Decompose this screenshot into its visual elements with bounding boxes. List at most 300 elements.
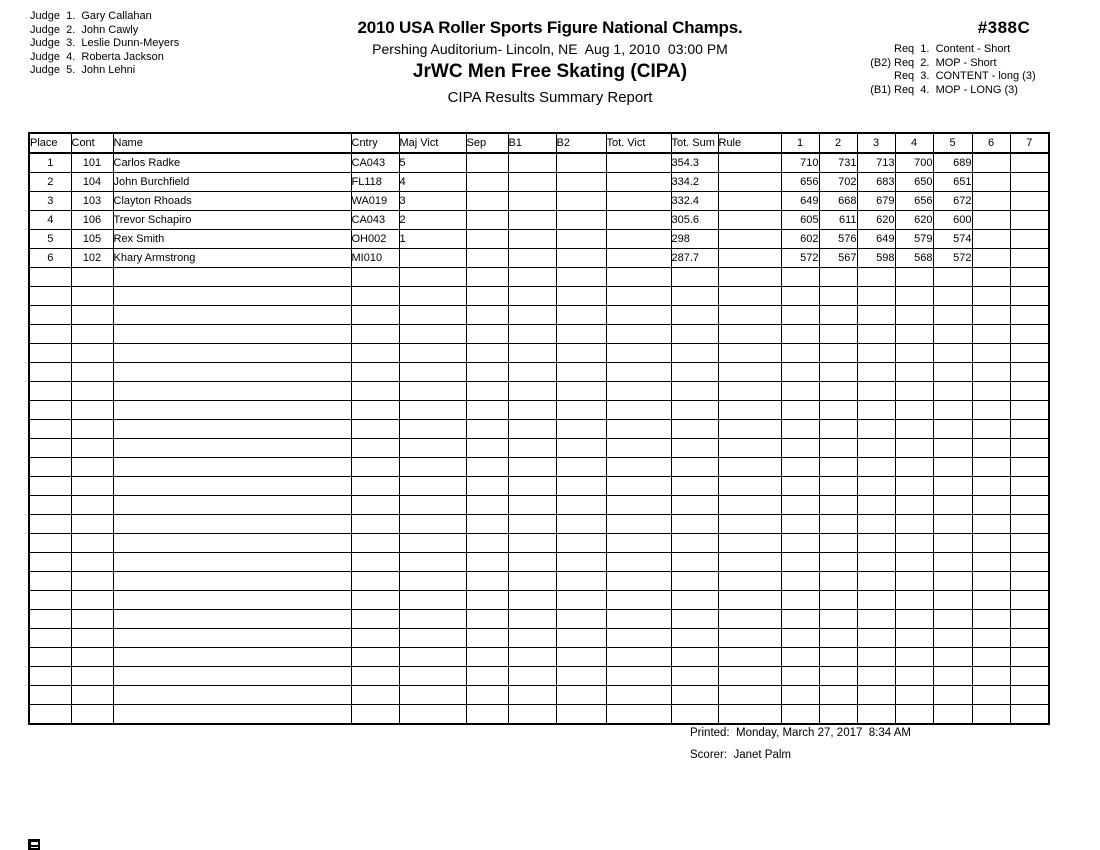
table-cell <box>819 667 857 686</box>
table-cell <box>606 477 671 496</box>
table-cell <box>399 382 466 401</box>
table-cell <box>508 268 556 287</box>
table-cell <box>781 591 819 610</box>
table-cell <box>972 192 1010 211</box>
table-row-empty <box>29 401 1049 420</box>
table-cell <box>972 629 1010 648</box>
table-cell <box>29 268 71 287</box>
table-cell <box>933 344 972 363</box>
table-cell <box>556 249 606 268</box>
table-cell <box>351 496 399 515</box>
table-cell <box>71 401 113 420</box>
table-cell <box>606 667 671 686</box>
table-cell <box>857 553 895 572</box>
table-cell <box>781 610 819 629</box>
table-cell: 713 <box>857 153 895 173</box>
table-cell <box>857 591 895 610</box>
table-cell <box>972 287 1010 306</box>
table-cell: 602 <box>781 230 819 249</box>
table-cell <box>933 572 972 591</box>
table-cell <box>71 325 113 344</box>
table-cell <box>895 363 933 382</box>
table-cell: 605 <box>781 211 819 230</box>
table-cell <box>466 610 508 629</box>
table-cell <box>466 249 508 268</box>
table-cell <box>606 287 671 306</box>
table-cell <box>1010 534 1049 553</box>
table-cell <box>671 325 718 344</box>
table-cell <box>508 534 556 553</box>
table-cell <box>606 344 671 363</box>
table-cell <box>781 401 819 420</box>
table-cell <box>972 553 1010 572</box>
table-cell <box>895 705 933 725</box>
table-cell <box>718 553 781 572</box>
table-cell <box>1010 382 1049 401</box>
table-cell <box>933 477 972 496</box>
table-cell <box>508 496 556 515</box>
table-cell: 106 <box>71 211 113 230</box>
table-cell <box>933 401 972 420</box>
table-cell: 298 <box>671 230 718 249</box>
table-cell <box>113 648 351 667</box>
table-cell <box>895 439 933 458</box>
table-cell <box>399 401 466 420</box>
table-cell <box>113 572 351 591</box>
table-cell <box>29 382 71 401</box>
table-cell <box>29 325 71 344</box>
table-cell <box>819 686 857 705</box>
table-row-empty <box>29 610 1049 629</box>
table-cell <box>606 705 671 725</box>
table-cell: 702 <box>819 173 857 192</box>
col-header-2: 2 <box>819 133 857 153</box>
table-cell <box>718 401 781 420</box>
event-title: JrWC Men Free Skating (CIPA) <box>412 61 688 82</box>
table-cell <box>781 363 819 382</box>
table-cell <box>933 686 972 705</box>
table-cell <box>857 534 895 553</box>
table-row-empty <box>29 686 1049 705</box>
table-cell <box>606 439 671 458</box>
table-cell <box>819 629 857 648</box>
table-cell <box>556 420 606 439</box>
table-cell <box>606 268 671 287</box>
table-cell <box>933 325 972 344</box>
table-cell <box>508 610 556 629</box>
table-row-empty <box>29 572 1049 591</box>
table-cell <box>351 325 399 344</box>
table-cell <box>857 420 895 439</box>
table-cell <box>671 667 718 686</box>
table-row-empty <box>29 382 1049 401</box>
table-cell <box>466 439 508 458</box>
table-cell: 5 <box>29 230 71 249</box>
table-cell <box>972 401 1010 420</box>
table-cell: 710 <box>781 153 819 173</box>
table-cell <box>857 268 895 287</box>
table-cell: 1 <box>29 153 71 173</box>
table-cell <box>718 420 781 439</box>
table-cell <box>71 420 113 439</box>
table-cell <box>671 629 718 648</box>
table-cell <box>466 686 508 705</box>
table-cell <box>857 705 895 725</box>
table-cell <box>556 382 606 401</box>
table-cell: WA019 <box>351 192 399 211</box>
table-cell: 4 <box>29 211 71 230</box>
table-cell <box>972 496 1010 515</box>
table-cell <box>972 268 1010 287</box>
table-cell <box>857 439 895 458</box>
next-page-table-fragment <box>28 839 40 850</box>
table-cell <box>972 363 1010 382</box>
table-cell <box>671 306 718 325</box>
table-cell <box>781 667 819 686</box>
table-cell <box>819 363 857 382</box>
col-header-maj-vict: Maj Vict <box>399 133 466 153</box>
table-cell <box>606 458 671 477</box>
table-row-empty <box>29 458 1049 477</box>
table-cell: FL118 <box>351 173 399 192</box>
table-cell <box>718 439 781 458</box>
table-cell <box>508 705 556 725</box>
table-cell: Clayton Rhoads <box>113 192 351 211</box>
table-cell <box>556 705 606 725</box>
table-cell <box>718 496 781 515</box>
page-title: 2010 USA Roller Sports Figure National Champs. <box>357 18 743 37</box>
table-cell <box>71 705 113 725</box>
table-cell <box>819 591 857 610</box>
table-cell <box>113 458 351 477</box>
table-cell <box>671 591 718 610</box>
table-cell: Khary Armstrong <box>113 249 351 268</box>
table-cell <box>1010 192 1049 211</box>
table-cell: 572 <box>781 249 819 268</box>
table-cell <box>29 458 71 477</box>
table-cell <box>606 173 671 192</box>
table-row-empty <box>29 420 1049 439</box>
table-cell <box>972 230 1010 249</box>
table-cell <box>606 553 671 572</box>
table-cell <box>1010 572 1049 591</box>
table-cell <box>895 629 933 648</box>
table-cell <box>718 192 781 211</box>
table-cell <box>1010 477 1049 496</box>
table-cell <box>399 458 466 477</box>
table-cell <box>399 686 466 705</box>
table-cell: MI010 <box>351 249 399 268</box>
table-cell <box>113 667 351 686</box>
table-cell <box>781 553 819 572</box>
table-cell <box>508 173 556 192</box>
table-cell <box>781 268 819 287</box>
requirement-line <box>858 43 1036 57</box>
table-cell <box>895 686 933 705</box>
table-cell <box>781 325 819 344</box>
table-cell <box>508 629 556 648</box>
table-cell <box>606 306 671 325</box>
table-cell <box>933 363 972 382</box>
table-cell <box>671 705 718 725</box>
table-cell: 1 <box>399 230 466 249</box>
table-cell <box>1010 496 1049 515</box>
table-cell <box>857 344 895 363</box>
table-cell <box>399 534 466 553</box>
table-cell <box>671 268 718 287</box>
table-cell <box>29 496 71 515</box>
table-cell <box>113 439 351 458</box>
table-cell <box>718 230 781 249</box>
table-cell <box>351 686 399 705</box>
table-cell <box>857 458 895 477</box>
table-cell <box>819 515 857 534</box>
table-cell <box>399 667 466 686</box>
table-cell: 651 <box>933 173 972 192</box>
table-cell <box>71 667 113 686</box>
table-cell <box>29 287 71 306</box>
col-header-tot-sum: Tot. Sum <box>671 133 718 153</box>
table-cell <box>1010 230 1049 249</box>
table-cell <box>508 439 556 458</box>
table-cell <box>819 610 857 629</box>
table-cell <box>781 439 819 458</box>
report-title: CIPA Results Summary Report <box>447 89 653 106</box>
table-cell <box>895 268 933 287</box>
table-cell: 103 <box>71 192 113 211</box>
table-cell: 2 <box>29 173 71 192</box>
table-cell <box>819 287 857 306</box>
table-cell: John Burchfield <box>113 173 351 192</box>
table-cell <box>556 439 606 458</box>
printed-line: Printed: Monday, March 27, 2017 8:34 AM <box>690 727 911 739</box>
table-row-empty <box>29 591 1049 610</box>
table-cell <box>819 268 857 287</box>
table-row-empty <box>29 515 1049 534</box>
table-cell <box>933 306 972 325</box>
table-cell <box>29 629 71 648</box>
table-cell <box>351 363 399 382</box>
table-cell <box>895 306 933 325</box>
table-cell <box>399 515 466 534</box>
table-cell <box>819 439 857 458</box>
table-cell <box>718 705 781 725</box>
table-cell: 4 <box>399 173 466 192</box>
table-cell <box>718 173 781 192</box>
table-cell <box>781 496 819 515</box>
judge-line: Judge 1. Gary Callahan <box>30 10 152 22</box>
table-cell <box>29 610 71 629</box>
table-cell <box>718 515 781 534</box>
table-cell <box>466 477 508 496</box>
table-cell <box>29 591 71 610</box>
table-cell <box>781 648 819 667</box>
table-row-empty <box>29 553 1049 572</box>
table-cell <box>819 705 857 725</box>
table-cell <box>466 230 508 249</box>
table-cell <box>606 610 671 629</box>
table-cell: 649 <box>857 230 895 249</box>
col-header-b1: B1 <box>508 133 556 153</box>
table-cell <box>508 401 556 420</box>
col-header-name: Name <box>113 133 351 153</box>
table-cell: 334.2 <box>671 173 718 192</box>
table-cell <box>819 382 857 401</box>
col-header-cntry: Cntry <box>351 133 399 153</box>
table-cell <box>71 648 113 667</box>
requirement-prefix <box>858 70 894 84</box>
table-cell <box>933 382 972 401</box>
table-row <box>29 249 1049 268</box>
table-cell <box>718 667 781 686</box>
requirement-line <box>858 84 1036 98</box>
table-cell <box>895 648 933 667</box>
requirement-prefix <box>858 43 894 57</box>
table-cell: 2 <box>399 211 466 230</box>
table-cell <box>71 572 113 591</box>
table-cell <box>1010 401 1049 420</box>
col-header-5: 5 <box>933 133 972 153</box>
table-cell <box>857 363 895 382</box>
table-cell <box>466 534 508 553</box>
table-cell <box>671 344 718 363</box>
requirement-prefix: (B1) <box>870 83 891 96</box>
table-row-empty <box>29 648 1049 667</box>
table-cell <box>781 382 819 401</box>
table-cell <box>29 515 71 534</box>
table-cell <box>606 211 671 230</box>
table-cell <box>933 515 972 534</box>
table-cell <box>1010 153 1049 173</box>
table-cell <box>671 458 718 477</box>
table-cell <box>508 344 556 363</box>
table-cell <box>895 515 933 534</box>
table-cell <box>113 287 351 306</box>
table-cell <box>933 287 972 306</box>
table-cell <box>466 363 508 382</box>
table-cell: Rex Smith <box>113 230 351 249</box>
table-cell <box>351 287 399 306</box>
table-cell <box>857 306 895 325</box>
table-cell <box>972 705 1010 725</box>
table-cell <box>351 268 399 287</box>
table-cell <box>556 534 606 553</box>
table-cell <box>351 667 399 686</box>
table-cell <box>399 268 466 287</box>
table-cell <box>1010 325 1049 344</box>
table-cell <box>556 667 606 686</box>
table-cell <box>399 420 466 439</box>
table-cell <box>556 401 606 420</box>
table-cell <box>29 401 71 420</box>
table-cell <box>29 572 71 591</box>
table-cell: 656 <box>781 173 819 192</box>
table-cell <box>972 173 1010 192</box>
table-cell <box>671 496 718 515</box>
table-cell <box>718 325 781 344</box>
table-row-empty <box>29 306 1049 325</box>
table-cell <box>71 686 113 705</box>
table-cell <box>113 420 351 439</box>
table-cell <box>718 534 781 553</box>
table-cell <box>718 211 781 230</box>
table-cell <box>606 230 671 249</box>
table-cell <box>972 344 1010 363</box>
table-cell <box>933 629 972 648</box>
requirement-text: Req 4. MOP - LONG (3) <box>894 83 1018 96</box>
table-cell <box>508 572 556 591</box>
table-cell <box>819 306 857 325</box>
table-cell <box>781 477 819 496</box>
judge-line: Judge 3. Leslie Dunn-Meyers <box>30 37 180 49</box>
table-cell: 572 <box>933 249 972 268</box>
table-cell <box>466 458 508 477</box>
table-row <box>29 192 1049 211</box>
table-cell <box>895 496 933 515</box>
table-cell <box>466 325 508 344</box>
table-cell <box>29 306 71 325</box>
table-cell <box>29 705 71 725</box>
table-cell <box>895 344 933 363</box>
table-cell <box>819 344 857 363</box>
table-cell <box>71 458 113 477</box>
table-cell: 579 <box>895 230 933 249</box>
table-cell <box>556 268 606 287</box>
table-cell <box>819 648 857 667</box>
table-cell <box>857 477 895 496</box>
table-cell <box>857 401 895 420</box>
table-cell <box>351 420 399 439</box>
table-cell <box>351 382 399 401</box>
scorer-line: Scorer: Janet Palm <box>690 749 791 761</box>
table-cell <box>29 363 71 382</box>
table-cell <box>29 667 71 686</box>
table-cell <box>508 648 556 667</box>
table-cell <box>1010 515 1049 534</box>
table-cell <box>1010 591 1049 610</box>
table-cell <box>933 496 972 515</box>
table-cell <box>556 287 606 306</box>
table-cell <box>399 572 466 591</box>
table-cell <box>671 534 718 553</box>
table-cell <box>857 572 895 591</box>
table-cell <box>718 648 781 667</box>
table-cell <box>895 572 933 591</box>
table-cell <box>819 553 857 572</box>
table-row-empty <box>29 705 1049 725</box>
table-cell <box>399 629 466 648</box>
judge-line: Judge 4. Roberta Jackson <box>30 50 164 63</box>
table-cell <box>1010 648 1049 667</box>
table-cell <box>718 572 781 591</box>
table-cell <box>781 534 819 553</box>
table-cell <box>466 496 508 515</box>
table-cell: CA043 <box>351 153 399 173</box>
table-cell <box>71 496 113 515</box>
table-row-empty <box>29 344 1049 363</box>
table-cell: Trevor Schapiro <box>113 211 351 230</box>
table-cell <box>556 477 606 496</box>
table-cell <box>508 153 556 173</box>
table-cell <box>718 477 781 496</box>
table-cell <box>671 515 718 534</box>
table-cell <box>508 458 556 477</box>
table-cell: Carlos Radke <box>113 153 351 173</box>
table-cell: 332.4 <box>671 192 718 211</box>
table-cell <box>399 496 466 515</box>
table-cell <box>972 477 1010 496</box>
table-cell <box>1010 173 1049 192</box>
